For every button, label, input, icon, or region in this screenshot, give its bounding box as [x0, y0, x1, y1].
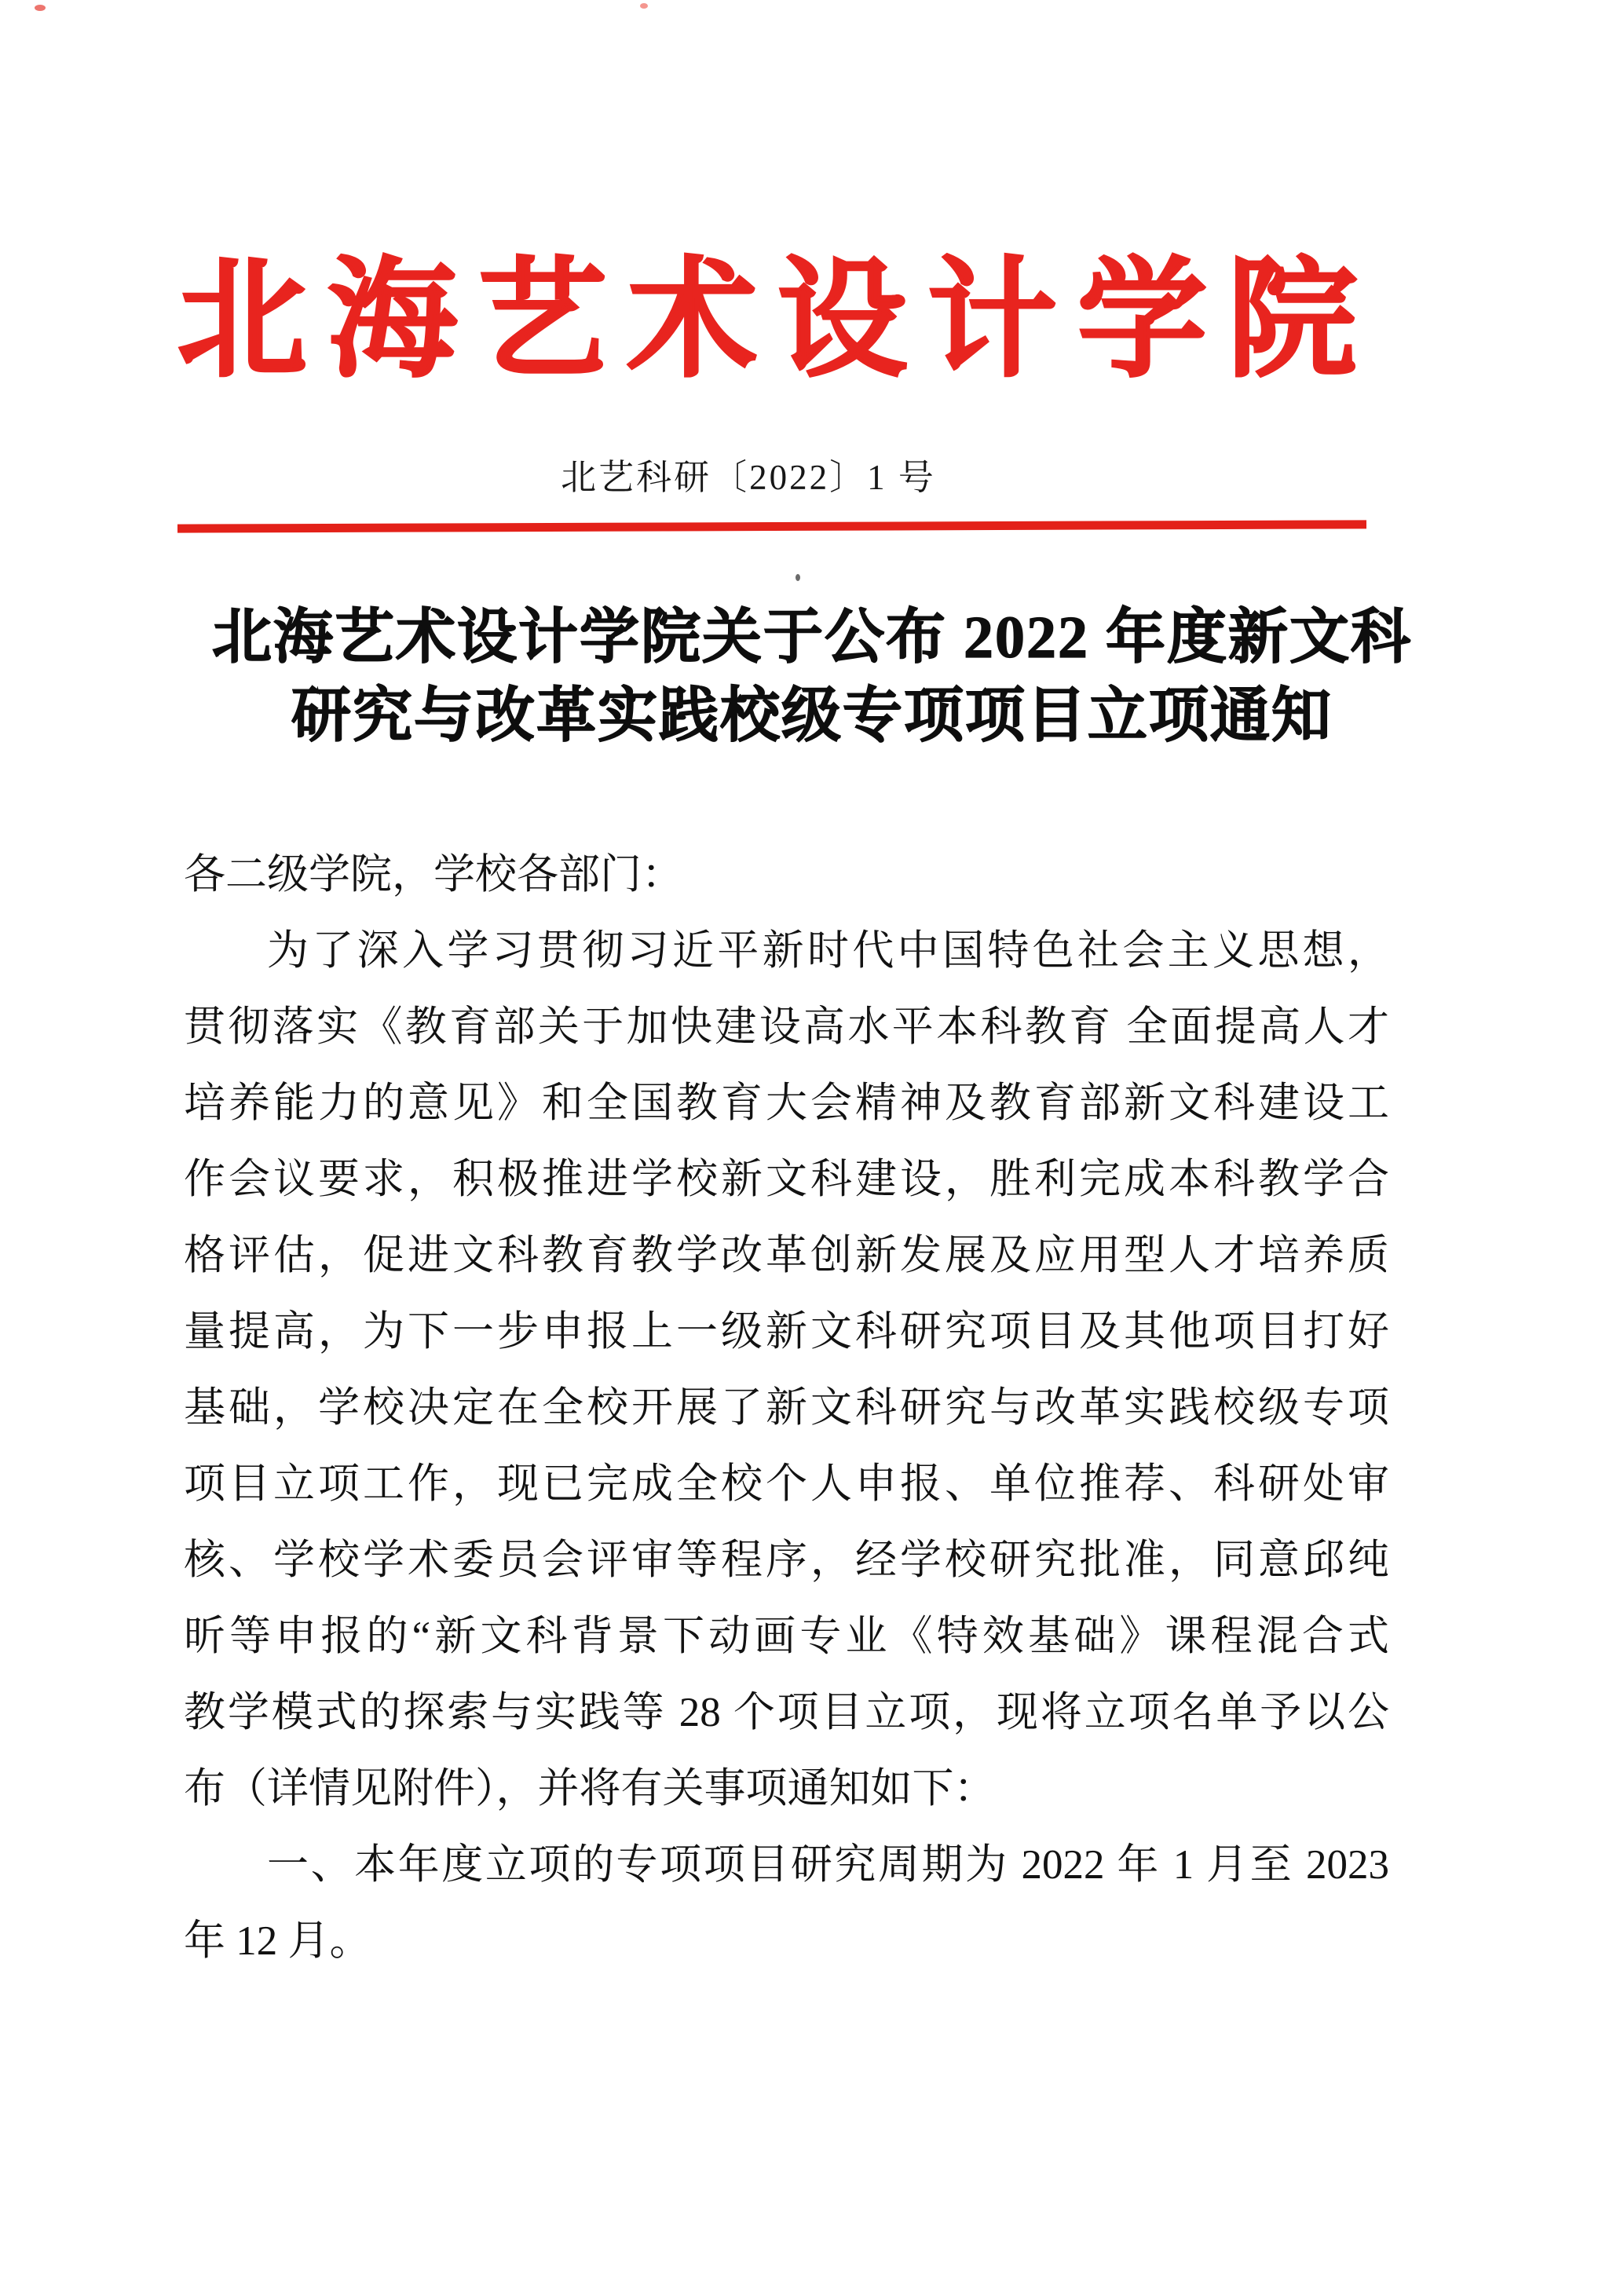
body-line: 昕等申报的“新文科背景下动画专业《特效基础》课程混合式	[184, 1614, 1389, 1659]
notice-title	[0, 598, 1624, 755]
body-line: 为了深入学习贯彻习近平新时代中国特色社会主义思想，	[267, 928, 1389, 974]
body-line: 基础，学校决定在全校开展了新文科研究与改革实践校级专项	[184, 1385, 1389, 1431]
notice-title-line1: 北海艺术设计学院关于公布 2022 年度新文科	[212, 605, 1412, 671]
document-number: 北艺科研〔2022〕1 号	[561, 458, 936, 497]
body-line: 量提高，为下一步申报上一级新文科研究项目及其他项目打好	[184, 1309, 1389, 1355]
notice-title-line2: 研究与改革实践校级专项项目立项通知	[291, 683, 1333, 749]
body-line: 核、学校学术委员会评审等程序，经学校研究批准，同意邱纯	[184, 1537, 1389, 1583]
notice-body	[184, 837, 1389, 1980]
body-line: 布（详情见附件），并将有关事项通知如下：	[184, 1766, 996, 1812]
scan-artifact-dot	[796, 574, 800, 581]
body-line: 年 12 月。	[184, 1918, 371, 1964]
body-line-salutation: 各二级学院，学校各部门：	[184, 852, 683, 898]
scan-speck	[640, 3, 648, 9]
body-line: 作会议要求，积极推进学校新文科建设，胜利完成本科教学合	[184, 1157, 1389, 1202]
body-line: 格评估，促进文科教育教学改革创新发展及应用型人才培养质	[184, 1233, 1389, 1278]
red-divider-line	[177, 520, 1366, 532]
body-line: 教学模式的探索与实践等 28 个项目立项，现将立项名单予以公	[184, 1690, 1389, 1735]
body-line: 一、本年度立项的专项项目研究周期为 2022 年 1 月至 2023	[267, 1842, 1389, 1888]
body-line: 培养能力的意见》和全国教育大会精神及教育部新文科建设工	[184, 1080, 1389, 1126]
body-line: 项目立项工作，现已完成全校个人申报、单位推荐、科研处审	[184, 1461, 1389, 1507]
body-line: 贯彻落实《教育部关于加快建设高水平本科教育 全面提高人才	[184, 1004, 1389, 1050]
school-name-header: 北海艺术设计学院	[177, 249, 1377, 393]
scan-speck	[35, 5, 46, 11]
